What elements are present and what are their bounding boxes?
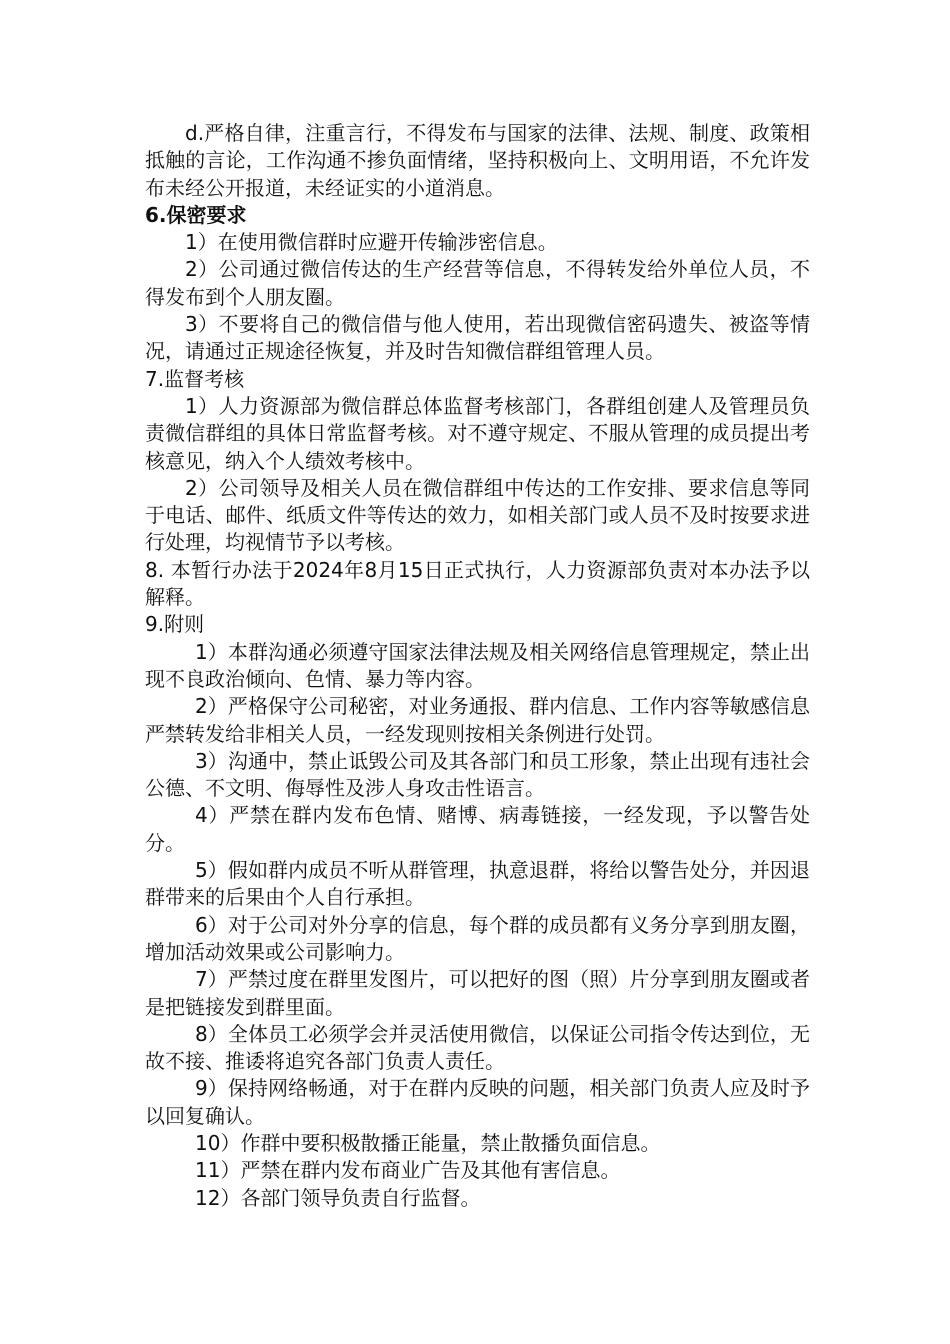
section-9-item-1: 1）本群沟通必须遵守国家法律法规及相关网络信息管理规定，禁止出现不良政治倾向、色情、暴力等内容。 [145,639,810,691]
section-7-heading: 7.监督考核 [145,366,245,391]
section-9-item-12: 12）各部门领导负责自行监督。 [195,1185,481,1210]
section-6-heading: 6.保密要求 [145,202,247,227]
section-9-item-11: 11）严禁在群内发布商业广告及其他有害信息。 [195,1158,621,1183]
paragraph-d: d.严格自律，注重言行，不得发布与国家的法律、法规、制度、政策相抵触的言论，工作沟通不掺负面情绪，坚持积极向上、文明用语，不允许发布未经公开报道，未经证实的小道消息。 [145,121,810,200]
section-8-text: 8. 本暂行办法于2024年8月15日正式执行，人力资源部负责对本办法予以解释。 [145,557,810,610]
section-6-item-1: 1）在使用微信群时应避开传输涉密信息。 [185,230,558,255]
section-6-item-2: 2）公司通过微信传达的生产经营等信息，不得转发给外单位人员，不得发布到个人朋友圈。 [145,257,810,309]
section-9-item-3: 3）沟通中，禁止诋毁公司及其各部门和员工形象，禁止出现有违社会公德、不文明、侮辱性及涉人身攻击性语言。 [145,748,810,801]
section-9-heading: 9.附则 [145,612,205,637]
section-6-item-3: 3）不要将自己的微信借与他人使用，若出现微信密码遗失、被盗等情况，请通过正规途径恢复，并及时告知微信群组管理人员。 [145,312,810,364]
section-9-item-8: 8）全体员工必须学会并灵活使用微信，以保证公司指令传达到位，无故不接、推诿将追究各部门负责人责任。 [145,1021,810,1074]
section-9-item-9: 9）保持网络畅通，对于在群内反映的问题，相关部门负责人应及时予以回复确认。 [145,1076,810,1128]
section-9-item-4: 4）严禁在群内发布色情、赌博、病毒链接，一经发现，予以警告处分。 [145,803,810,855]
section-9-item-6: 6）对于公司对外分享的信息，每个群的成员都有义务分享到朋友圈，增加活动效果或公司影响力。 [145,912,810,964]
section-9-item-7: 7）严禁过度在群里发图片，可以把好的图（照）片分享到朋友圈或者是把链接发到群里面。 [145,967,810,1019]
section-9-item-2: 2）严格保守公司秘密，对业务通报、群内信息、工作内容等敏感信息严禁转发给非相关人员，一经发现则按相关条例进行处罚。 [145,694,810,746]
document-page [145,120,810,1212]
section-9-item-10: 10）作群中要积极散播正能量，禁止散播负面信息。 [195,1130,661,1155]
section-9-item-5: 5）假如群内成员不听从群管理，执意退群，将给以警告处分，并因退群带来的后果由个人自行承担。 [145,858,810,910]
section-7-item-2: 2）公司领导及相关人员在微信群组中传达的工作安排、要求信息等同于电话、邮件、纸质文件等传达的效力，如相关部门或人员不及时按要求进行处理，均视情节予以考核。 [145,475,810,555]
section-7-item-1: 1）人力资源部为微信群总体监督考核部门，各群组创建人及管理员负责微信群组的具体日常监督考核。对不遵守规定、不服从管理的成员提出考核意见，纳入个人绩效考核中。 [145,393,810,473]
